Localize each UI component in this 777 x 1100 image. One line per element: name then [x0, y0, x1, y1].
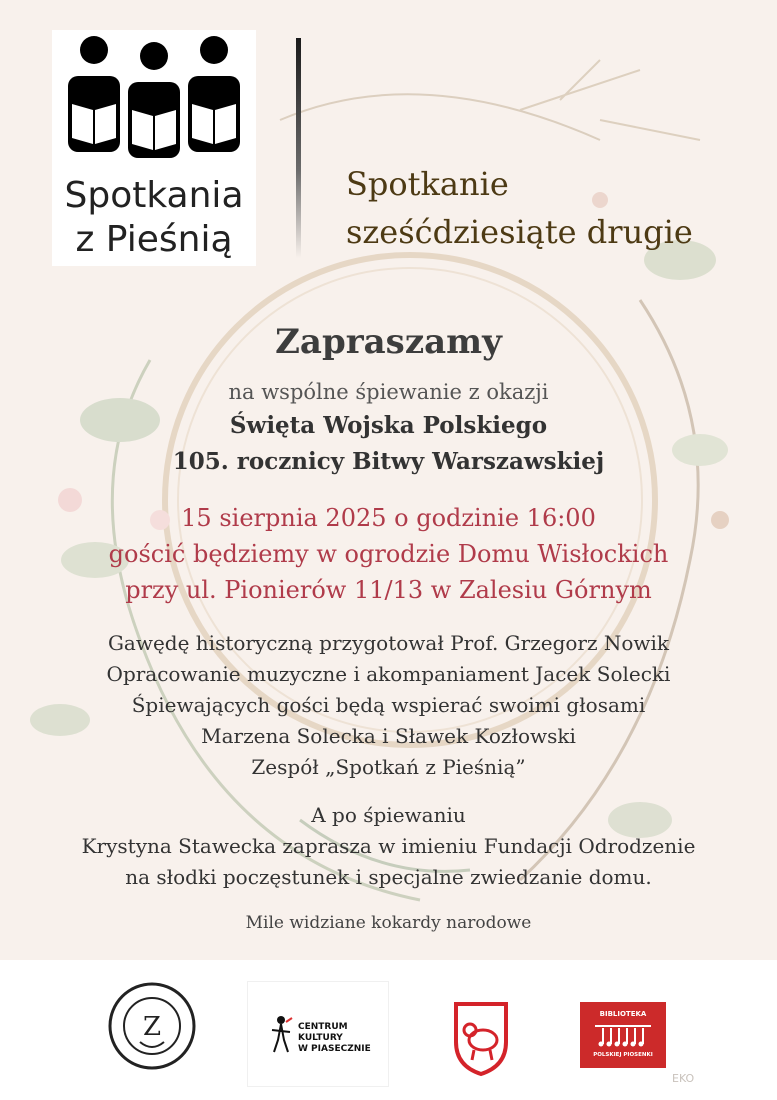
credit-line: Zespół „Spotkań z Pieśnią” [251, 755, 526, 779]
biblioteka-building-icon [593, 1022, 653, 1048]
biblioteka-line2: POLSKIEJ PIOSENKI [593, 1052, 653, 1058]
invite-event1: Święta Wojska Polskiego [229, 412, 548, 439]
event-venue: gościć będziemy w ogrodzie Domu Wisłockich [108, 540, 669, 568]
dress-note: Mile widziane kokardy narodowe [245, 913, 532, 933]
three-singers-with-books-icon [64, 30, 244, 170]
credits-block [0, 628, 777, 783]
stowarzyszenie-seal-icon [106, 980, 198, 1072]
piaseczno-ram-crest-icon [440, 996, 522, 1078]
after-line: Krystyna Stawecka zaprasza w imieniu Fundacji Odrodzenie [81, 834, 696, 858]
title-line1: Spotkanie [346, 165, 509, 203]
event-date: 15 sierpnia 2025 o godzinie 16:00 [181, 504, 596, 532]
svg-text:Z: Z [142, 1012, 162, 1042]
credit-line: Marzena Solecka i Sławek Kozłowski [201, 724, 576, 748]
after-block [0, 800, 777, 893]
credit-line: Śpiewających gości będą wspierać swoimi głosami [131, 693, 646, 717]
partner-logos-footer [0, 960, 777, 1100]
invite-event2: 105. rocznicy Bitwy Warszawskiej [172, 448, 605, 475]
event-address: przy ul. Pionierów 11/13 w Zalesiu Górnym [125, 576, 652, 604]
after-line: A po śpiewaniu [311, 803, 466, 827]
ck-line1: CENTRUM KULTURY [298, 1022, 348, 1043]
biblioteka-logo [580, 1002, 666, 1068]
centrum-kultury-figure-icon [266, 1014, 296, 1054]
ck-line2: W PIASECZNIE [298, 1044, 371, 1054]
logo-line1: Spotkania [64, 175, 244, 216]
logo-line2: z Pieśnią [75, 219, 233, 260]
spotkania-logo [52, 30, 256, 266]
divider [296, 38, 301, 258]
piaseczno-crest-logo [440, 996, 522, 1078]
title-line2: sześćdziesiąte drugie [346, 213, 693, 251]
credit-line: Gawędę historyczną przygotował Prof. Grzegorz Nowik [107, 631, 670, 655]
invite-heading: Zapraszamy [275, 322, 502, 362]
credit-line: Opracowanie muzyczne i akompaniament Jacek Solecki [106, 662, 671, 686]
eko-mark: EKO [672, 1072, 695, 1085]
biblioteka-line1: BIBLIOTEKA [599, 1010, 647, 1018]
page-title [346, 160, 693, 256]
stowarzyszenie-logo [106, 980, 198, 1072]
centrum-kultury-text [298, 1022, 388, 1055]
after-line: na słodki poczęstunek i specjalne zwiedzanie domu. [125, 865, 652, 889]
invite-occasion: na wspólne śpiewanie z okazji [228, 380, 549, 404]
centrum-kultury-logo [248, 982, 388, 1086]
